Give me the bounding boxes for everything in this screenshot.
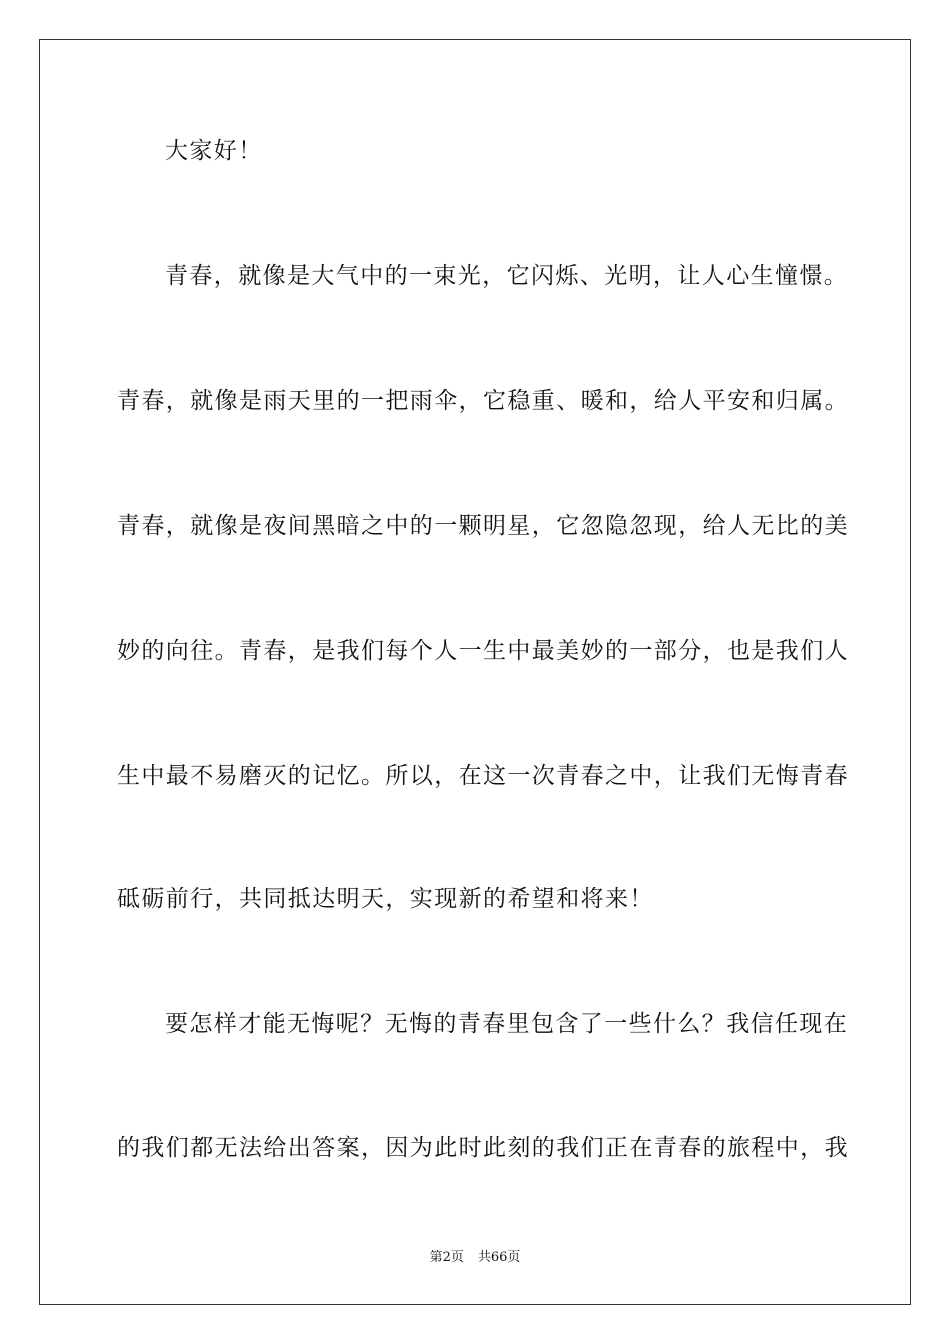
paragraph-line: 生中最不易磨灭的记忆。所以，在这一次青春之中，让我们无悔青春 <box>117 763 849 789</box>
paragraph-line: 青春，就像是夜间黑暗之中的一颗明星，它忽隐忽现，给人无比的美 <box>117 513 849 539</box>
paragraph-line: 青春，就像是雨天里的一把雨伞，它稳重、暖和，给人平安和归属。 <box>117 388 849 414</box>
greeting-line: 大家好！ <box>165 138 263 164</box>
paragraph-line: 砥砺前行，共同抵达明天，实现新的希望和将来！ <box>117 886 654 912</box>
page-footer <box>0 1250 950 1266</box>
paragraph-line: 青春，就像是大气中的一束光，它闪烁、光明，让人心生憧憬。 <box>165 263 849 289</box>
page-border <box>39 39 911 1305</box>
paragraph-line: 妙的向往。青春，是我们每个人一生中最美妙的一部分，也是我们人 <box>117 638 849 664</box>
paragraph-line: 要怎样才能无悔呢？无悔的青春里包含了一些什么？我信任现在 <box>165 1011 849 1037</box>
page-total: 共66页 <box>477 1250 521 1265</box>
page-number: 第2页 <box>429 1250 464 1265</box>
paragraph-line: 的我们都无法给出答案，因为此时此刻的我们正在青春的旅程中，我 <box>117 1135 849 1161</box>
